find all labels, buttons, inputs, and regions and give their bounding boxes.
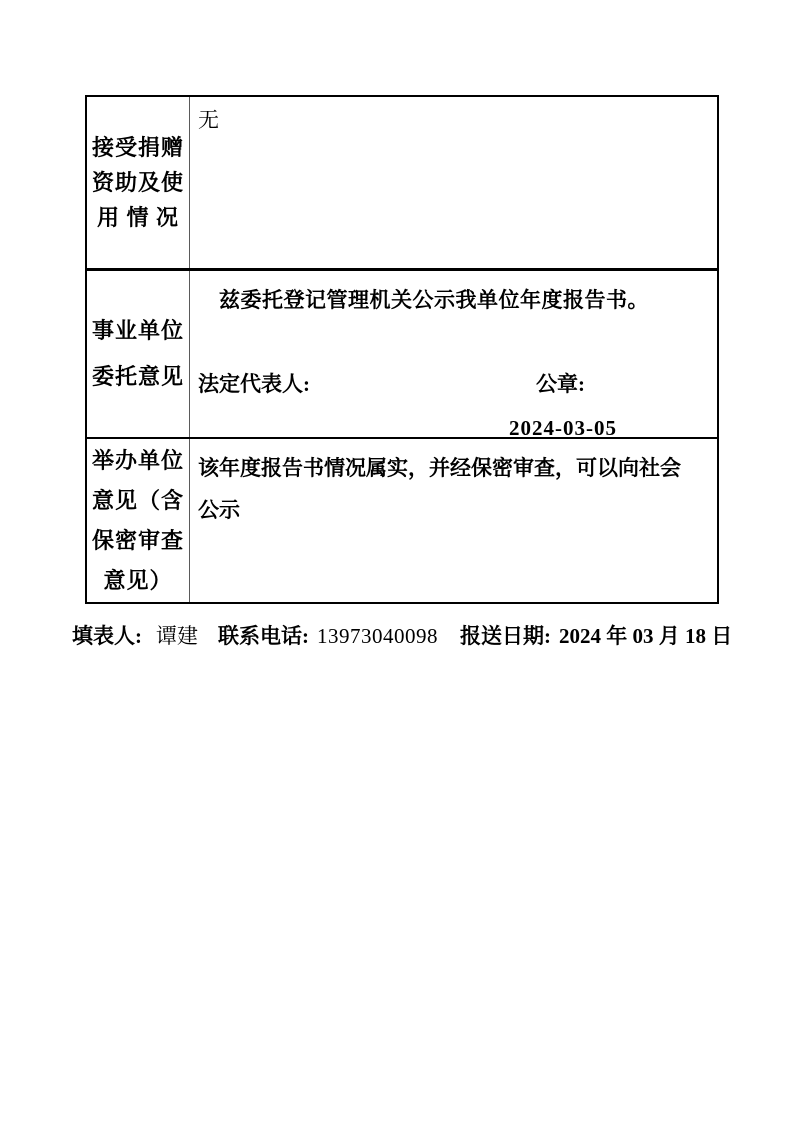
phone-label: 联系电话: [218,624,309,648]
table-row-entity-opinion [87,271,717,439]
sponsor-opinion-text: 该年度报告书情况属实，并经保密审查，可以向社会公示 [198,456,681,522]
table-row-donation [87,97,717,271]
label-line: 举办单位 [91,447,184,473]
donation-value: 无 [198,108,219,132]
phone-number: 13973040098 [317,624,438,648]
signature-row [198,369,709,399]
label-line: 接受捐赠 [91,135,184,160]
label-line: 保密审查 [91,527,184,553]
form-footer [72,620,733,650]
submit-date-value: 2024 年 03 月 18 日 [559,624,733,648]
row-content-sponsor-opinion [190,439,717,602]
label-line: 事业单位 [91,318,184,343]
preparer-name: 谭建 [156,624,198,648]
label-line: 资助及使 [91,170,184,195]
legal-representative-label: 法定代表人: [198,372,310,396]
table-row-sponsor-opinion [87,439,717,602]
row-label-sponsor-opinion [87,439,190,602]
row-label-entity-opinion [87,271,190,437]
official-seal-label: 公章: [536,372,585,396]
submit-date-label: 报送日期: [460,624,551,648]
label-line: 意见（含 [91,487,184,513]
seal-date: 2024-03-05 [509,416,617,440]
preparer-label: 填表人: [72,624,142,648]
entrust-statement: 兹委托登记管理机关公示我单位年度报告书。 [219,288,649,312]
label-line: 委托意见 [91,364,184,389]
label-line: 用 情 况 [96,205,179,230]
label-line: 意见） [103,567,173,593]
annual-report-opinion-table [85,95,719,604]
row-content-donation [190,97,717,268]
row-content-entity-opinion [190,271,717,440]
row-label-donation [87,97,190,268]
